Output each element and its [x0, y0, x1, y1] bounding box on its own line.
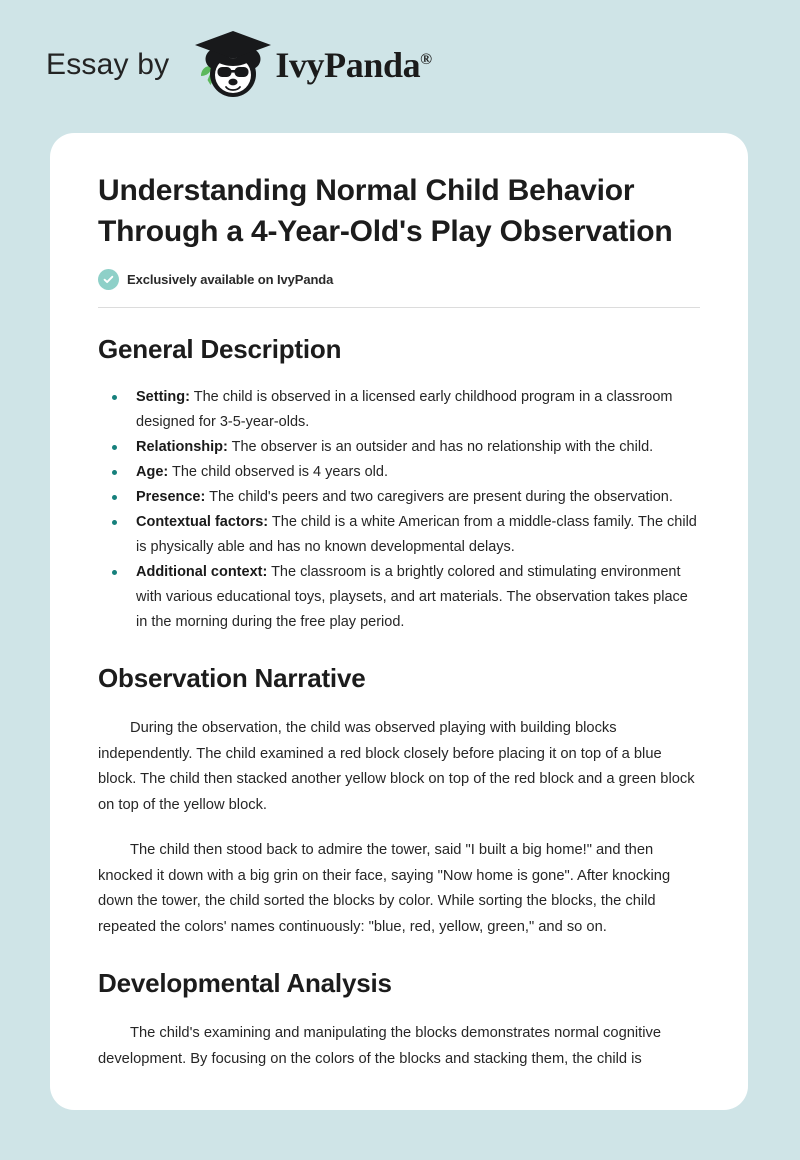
list-item-term: Age: [136, 464, 169, 480]
essay-card [50, 133, 748, 1110]
list-item-text: The child's peers and two caregivers are present during the observation. [205, 489, 673, 505]
list-item [136, 385, 700, 435]
general-description-list [74, 365, 724, 635]
section-heading-developmental-analysis: Developmental Analysis [98, 968, 392, 998]
list-item-text: The child is observed in a licensed early childhood program in a classroom designed for 3-5-year-olds. [136, 389, 673, 430]
list-item [136, 485, 700, 510]
list-item-text: The observer is an outsider and has no relationship with the child. [227, 439, 654, 455]
brand-wordmark [275, 44, 431, 86]
check-circle-icon [98, 269, 119, 290]
exclusive-badge [74, 252, 724, 290]
list-item-term: Contextual factors: [136, 514, 269, 530]
list-item [136, 460, 700, 485]
ivypanda-logo-lockup[interactable] [189, 29, 431, 101]
brand-header [46, 29, 432, 101]
list-item-term: Presence: [136, 489, 206, 505]
panda-graduation-cap-icon [189, 29, 275, 101]
list-item-text: The classroom is a brightly colored and stimulating environment with various educational toys, playsets, and art materials. The observation takes place in the morning during the free play period. [136, 564, 688, 630]
paragraph: During the observation, the child was observed playing with building blocks independently. The child examined a red block closely before placing it on top of a blue block. The child then stacked another yellow block on top of the red block and a green block on top of the yellow block. [98, 720, 695, 813]
paragraph: The child then stood back to admire the tower, said "I built a big home!" and then knocked it down with a big grin on their face, saying "Now home is gone". After knocking down the tower, the child sorted the blocks by color. While sorting the blocks, the child repeated the colors' names continuously: "blue, red, yellow, green," and so on. [98, 842, 671, 935]
registered-trademark-symbol: ® [420, 50, 432, 68]
brand-name-text: IvyPanda [275, 44, 421, 85]
section-heading-general-description: General Description [98, 334, 342, 364]
page-title: Understanding Normal Child Behavior Through a 4-Year-Old's Play Observation [98, 174, 673, 248]
list-item-term: Relationship: [136, 439, 228, 455]
page-header [0, 0, 800, 133]
list-item [136, 435, 700, 460]
list-item [136, 510, 700, 560]
exclusive-badge-label: Exclusively available on IvyPanda [127, 272, 334, 287]
list-item-text: The child is a white American from a middle-class family. The child is physically able and has no known developmental delays. [136, 514, 697, 555]
list-item-term: Setting: [136, 389, 190, 405]
list-item [136, 560, 700, 635]
paragraph: The child's examining and manipulating the blocks demonstrates normal cognitive development. By focusing on the colors of the blocks and stacking them, the child is [98, 1025, 662, 1067]
section-heading-observation-narrative: Observation Narrative [98, 663, 366, 693]
essay-by-label: Essay by [46, 47, 170, 81]
list-item-term: Additional context: [136, 564, 268, 580]
list-item-text: The child observed is 4 years old. [168, 464, 388, 480]
